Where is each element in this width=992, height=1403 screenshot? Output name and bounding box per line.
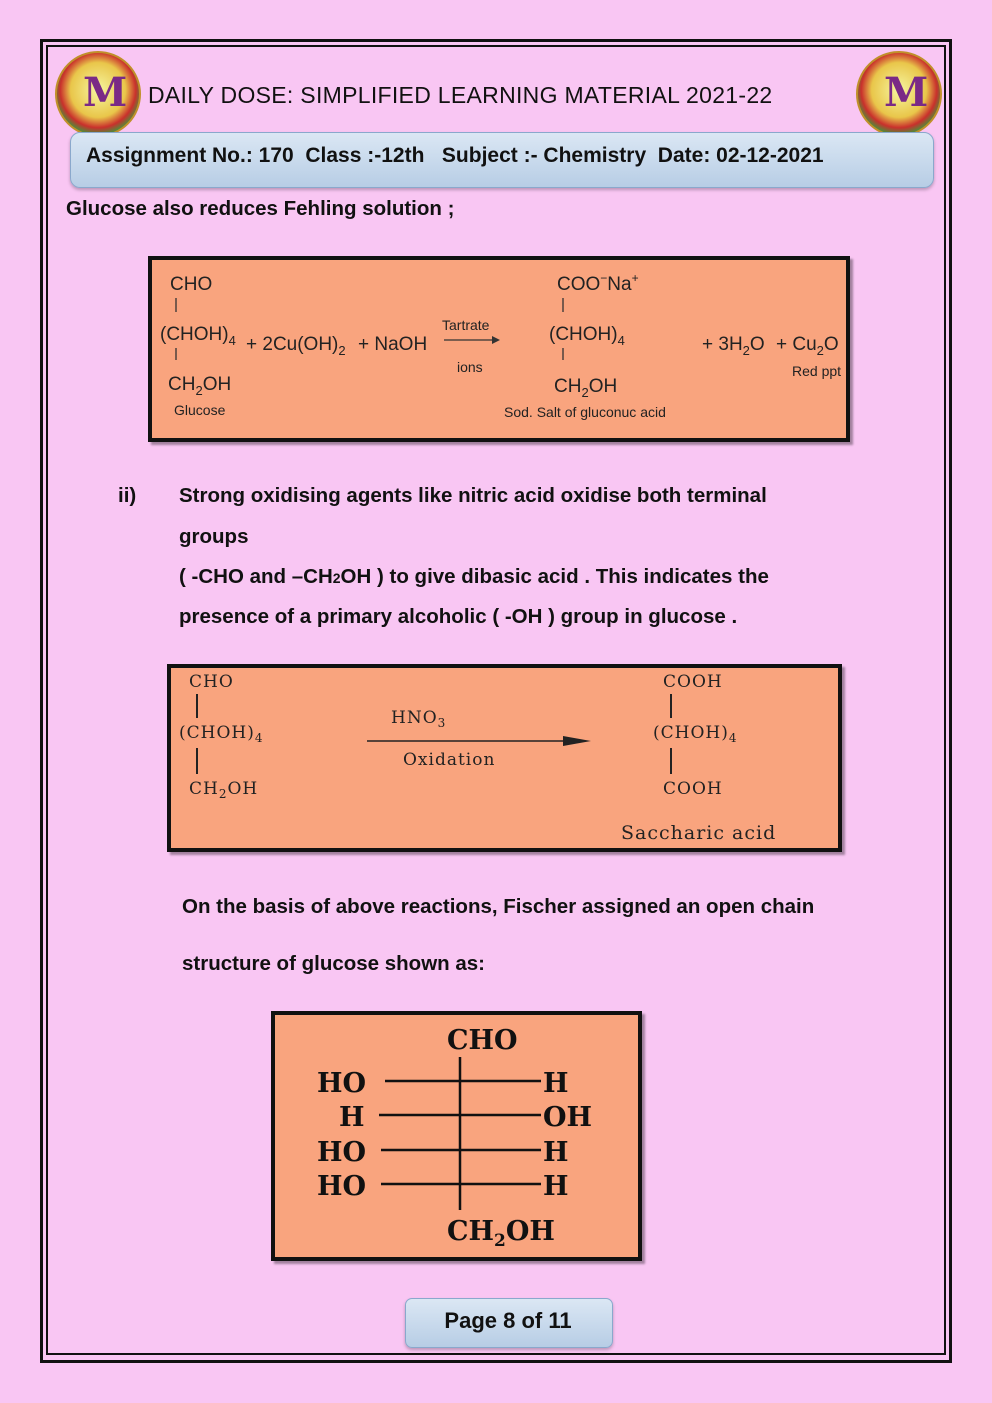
r2-reactant-top: CHO [189,672,234,692]
r1-product-mid: $(CHOH)_4$ [549,324,625,348]
oxidation-reaction-box [167,664,842,852]
r2-arrow-bottom: Oxidation [403,750,496,770]
fischer-row4-left: HO [317,1171,367,1202]
fehling-reaction-box [148,256,850,442]
fischer-row2-right: OH [543,1102,593,1133]
r2-product-bottom: COOH [663,779,723,799]
point2-line3: ( -CHO and –CH2OH ) to give dibasic acid . This indicates the [179,565,769,588]
r1-reagent-cuoh: + $2Cu(OH)_2$ [246,334,346,358]
fischer-intro-line2: structure of glucose shown as: [182,952,485,975]
point2-line2: groups [179,525,249,548]
point2-line4: presence of a primary alcoholic ( -OH ) group in glucose . [179,605,738,628]
r2-reactant-bottom: $CH_2OH$ [189,779,259,801]
oxidation-reaction-diagram [171,668,838,848]
point2-marker: ii) [118,484,137,507]
r1-reactant-mid: $(CHOH)_4$ [160,324,236,348]
r1-product-bottom: $CH_2OH$ [554,376,618,400]
intro-text: Glucose also reduces Fehling solution ; [66,197,455,220]
assignment-info: Assignment No.: 170 Class :-12th Subject :- Chemistry Date: 02-12-2021 [86,144,824,167]
header-title: DAILY DOSE: SIMPLIFIED LEARNING MATERIAL 2021-22 [148,82,773,108]
fischer-row1-left: HO [317,1068,367,1099]
r2-arrow-top: $HNO_3$ [391,708,447,730]
r1-cu2o: + $Cu_2O$ [776,334,839,358]
point2-line1: Strong oxidising agents like nitric acid oxidise both terminal [179,484,767,507]
r1-reactant-name: Glucose [174,402,226,418]
r1-reactant-top: CHO [170,274,213,295]
r2-product-mid: $(CHOH)_4$ [653,723,738,745]
r2-reactant-mid: $(CHOH)_4$ [179,723,264,745]
fischer-bottom: $CH_2OH$ [447,1216,555,1251]
fischer-row2-left: H [339,1102,365,1133]
r2-product-top: COOH [663,672,723,692]
r1-product-top: COO−Na+ [557,271,639,295]
fehling-reaction-diagram [152,260,846,438]
r1-water: + $3H_2O$ [702,334,765,358]
fischer-projection-diagram [275,1015,638,1257]
fischer-row4-right: H [543,1171,569,1202]
r1-red-ppt: Red ppt [792,363,842,379]
fischer-intro-line1: On the basis of above reactions, Fischer assigned an open chain [182,895,815,918]
r1-arrow-bottom: ions [457,359,483,375]
logo-right: M [856,51,942,137]
fischer-top: CHO [447,1025,518,1056]
fischer-row1-right: H [543,1068,569,1099]
page-number: Page 8 of 11 [444,1308,572,1333]
r1-product-name: Sod. Salt of gluconuc acid [504,404,666,420]
r1-arrow-top: Tartrate [442,317,490,333]
fischer-row3-right: H [543,1137,569,1168]
r1-reactant-bottom: $CH_2OH$ [168,374,232,398]
fischer-projection-box [271,1011,642,1261]
fischer-row3-left: HO [317,1137,367,1168]
logo-left: M [55,51,141,137]
r2-product-name: Saccharic acid [621,822,777,844]
r1-reagent-naoh: + NaOH [358,334,428,355]
